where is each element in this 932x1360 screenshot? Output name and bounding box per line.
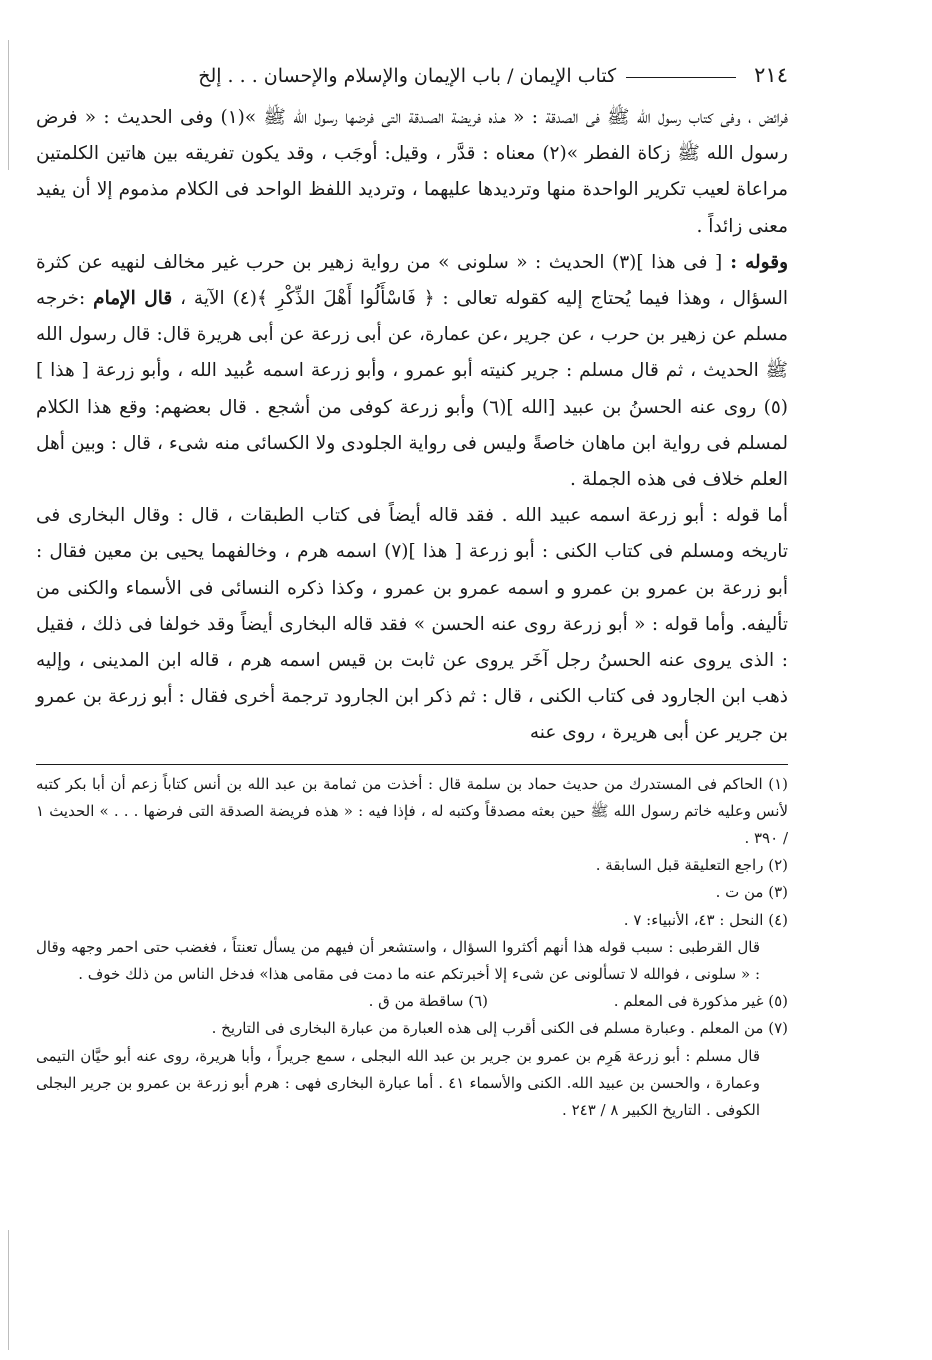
paragraph-1: فرائض ، وفى كتاب رسول الله ﷺ فى الصدقة : « هـذه فريضة الصـدقة التى فرضها رسول الله ﷺ »(١) وفى الحديث : « فرض رسول الله ﷺ زكاة الفطر »(٢) معناه : قدَّر ، وقيل: أوجَب ، وقد يكون تفريقه بين هاتين الكلمتين مراعاة لعيب تكرير الواحدة منها وترديدها عليهما ، وترديد اللفظ الواحد فى الكلام مذموم إلا أن يفيد معنى زائداً .	[36, 107, 788, 237]
footnotes-5-6	[36, 988, 788, 1015]
page-number: ٢١٤	[754, 63, 788, 87]
footnote-3: (٣) من ت .	[715, 883, 788, 902]
paragraph-2-lead-imam: قال الإمام	[93, 288, 173, 310]
footnote-6: (٦) ساقطة من ق .	[368, 992, 488, 1011]
footnote-5: (٥) غير مذكورة فى المعلم .	[613, 992, 788, 1011]
running-title: كتاب الإيمان / باب الإيمان والإسلام والإحسان . . . إلخ	[198, 65, 617, 87]
footnote-4: (٤) النحل : ٤٣، الأنبياء: ٧ .	[623, 910, 788, 929]
footnote-divider	[36, 764, 788, 765]
paragraph-2-lead: وقوله :	[722, 251, 788, 273]
footnote-1: (١) الحاكم فى المستدرك من حديث حماد بن سلمة قال : أخذت من ثمامة بن عبد الله بن أنس كتاباً زعم أن أبا بكر كتبه لأنس وعليه خاتم رسول الله ﷺ حين بعثه مصدقاً وكتبه له ، فإذا فيه : « هذه فريضة الصدقة التى فرضها . . . » الحديث ١ / ٣٩٠ .	[36, 774, 788, 848]
paragraph-3: أما قوله : أبو زرعة اسمه عبيد الله . فقد قاله أيضاً فى كتاب الطبقات ، قال : وقال البخارى فى تاريخه ومسلم فى كتاب الكنى : أبو زرعة [ هذا ](٧) اسمه هرم ، وخالفهما يحيى بن معين فقال : أبو زرعة بن عمرو بن عمرو و اسمه عمرو بن عمرو ، وكذا ذكره النسائى فى الأسماء والكنى من تأليفه. وأما قوله : « أبو زرعة روى عنه الحسن » فقد قاله البخارى أيضاً وقد خولفا فى ذلك ، فقيل : الذى يروى عنه الحسنُ رجل آخَر يروى عن ثابت بن قيس اسمه هرم ، قاله ابن المدينى ، وإليه ذهب ابن الجارود فى كتاب الكنى ، قال : ثم ذكر ابن الجارود ترجمة أخرى فقال : أبو زرعة بن عمرو بن جرير عن أبى هريرة ، روى عنه	[36, 505, 789, 744]
page-edge-mark	[8, 1230, 9, 1350]
paragraph-2-text-continued: :خرجه مسلم عن زهير بن حرب ، عن جرير ،عن عمارة، عن أبى زرعة عن أبى هريرة قال: قال رسول الله ﷺ الحديث ، ثم قال مسلم : جرير كنيته أبو عمرو ، وأبو زرعة اسمه عُبيد الله ، وأبو زرعة [ هذا ](٥) روى عنه الحسنُ بن عبيد [الله ](٦) وأبو زرعة كوفى من أشجع . قال بعضهم: وقع هذا الكلام لمسلم فى رواية ابن ماهان خاصةً وليس فى رواية الجلودى ولا الكسائى منه شىء ، قال : وبين أهل العلم خلاف فى هذه الجملة .	[36, 288, 788, 491]
footnotes	[36, 771, 788, 1125]
footnote-2: (٢) راجع التعليقة قبل السابقة .	[595, 856, 788, 875]
page-edge-mark	[8, 40, 9, 170]
main-text	[36, 100, 788, 752]
footnote-4-note: قال القرطبى : سبب قوله هذا أنهم أكثروا السؤال ، واستشعر أن فيهم من يسأل تعنتاً ، فغضب حتى احمر وجهه وقال : « سلونى ، فوالله لا تسألونى عن شىء إلا أخبرتكم عنه ما دمت فى مقامى هذا» فدخل الناس من ذلك خوف .	[36, 937, 760, 984]
footnote-7-note: قال مسلم : أبو زرعة هَرِم بن عمرو بن جرير بن عبد الله البجلى ، سمع جريراً ، وأبا هريرة، روى عنه أبو حيَّان التيمى وعمارة ، والحسن بن عبيد الله. الكنى والأسماء ٤١ . أما عبارة البخارى فهى : هرم أبو زرعة بن عمرو بن جرير البجلى الكوفى . التاريخ الكبير ٨ / ٢٤٣ .	[36, 1046, 761, 1120]
page-header	[36, 52, 788, 86]
header-rule	[626, 77, 736, 78]
paragraph-2	[36, 245, 788, 498]
footnote-7: (٧) من المعلم . وعبارة مسلم فى الكنى أقرب إلى هذه العبارة من عبارة البخارى فى التاريخ .	[211, 1019, 788, 1038]
document-page	[36, 52, 788, 1124]
paragraph-2-text: [ فى هذا ](٣) الحديث : « سلونى » من رواية زهير بن حرب غير مخالف لنهيه عن كثرة السؤال ، وهذا فيما يُحتاج إليه كقوله تعالى : ﴿ فَاسْأَلُوا أَهْلَ الذِّكْرِ ﴾(٤) الآية ،	[36, 251, 788, 310]
